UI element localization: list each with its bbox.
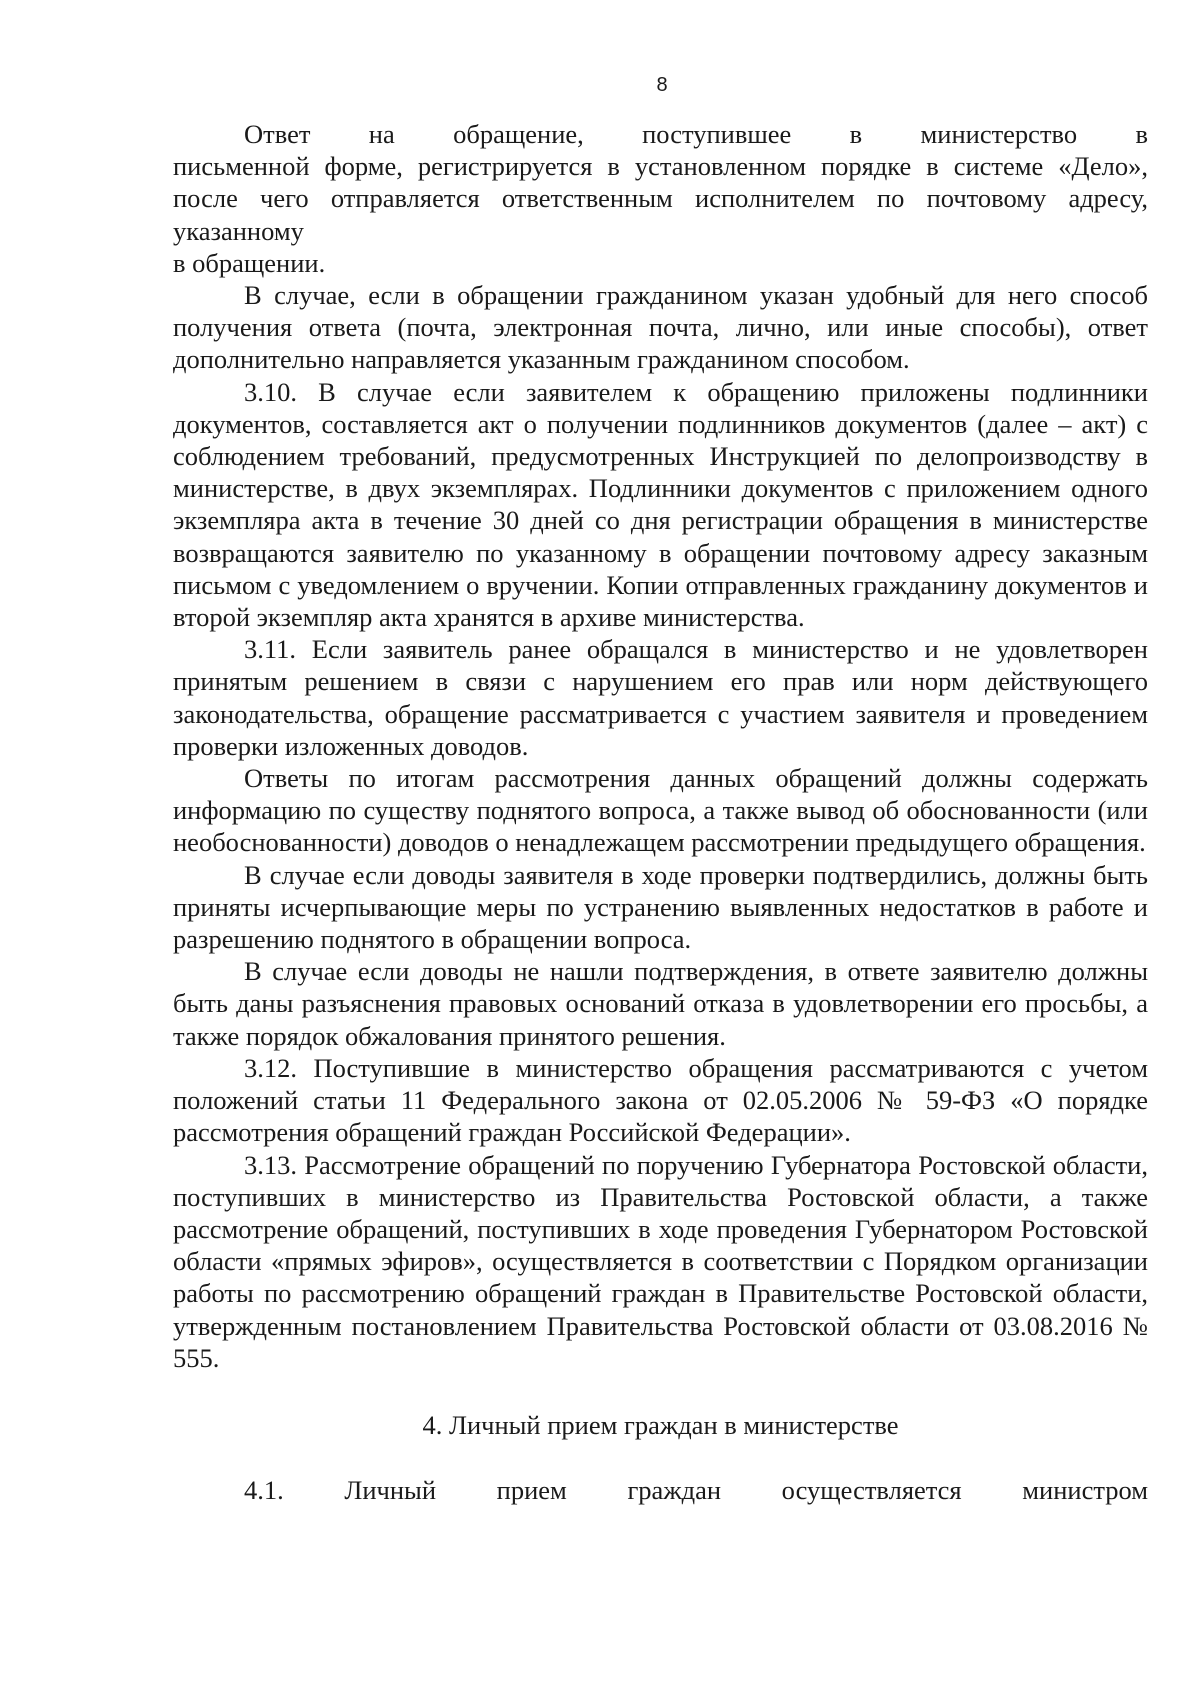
paragraph: В случае если доводы не нашли подтверждения, в ответе заявителю должны быть даны разъяснения правовых оснований отказа в удовлетворении его просьбы, а также порядок обжалования принятого решения. <box>173 956 1148 1051</box>
page-number: 8 <box>656 74 668 96</box>
section-heading: 4. Личный прием граждан в министерстве <box>422 1409 899 1440</box>
paragraph: В случае если доводы заявителя в ходе проверки подтвердились, должны быть приняты исчерпывающие меры по устранению выявленных недостатков в работе и разрешению поднятого в обращении вопроса. <box>173 859 1148 955</box>
paragraph: Ответы по итогам рассмотрения данных обращений должны содержать информацию по существу поднятого вопроса, а также вывод об обоснованности (или необоснованности) доводов о ненадлежащем рассмотрении предыдущего обращения. <box>173 763 1148 858</box>
paragraph: 3.11. Если заявитель ранее обращался в министерство и не удовлетворен принятым решением в связи с нарушением его прав или норм действующего законодательства, обращение рассматривается с участием заявителя и проведением проверки изложенных доводов. <box>173 634 1148 761</box>
document-body <box>173 118 1148 1506</box>
paragraph: письменной форме, регистрируется в установленном порядке в системе «Дело», после чего отправляется ответственным исполнителем по почтовому адресу, указанному <box>173 151 1148 246</box>
paragraph: В случае, если в обращении гражданином указан удобный для него способ получения ответа (почта, электронная почта, лично, или иные способы), ответ дополнительно направляется указанным гражданином способом. <box>173 280 1148 375</box>
paragraph: 3.10. В случае если заявителем к обращению приложены подлинники документов, составляется акт о получении подлинников документов (далее – акт) с соблюдением требований, предусмотренных Инструкцией по делопроизводству в министерстве, в двух экземплярах. Подлинники документов с приложением одного экземпляра акта в течение 30 дней со дня регистрации обращения в министерстве возвращаются заявителю по указанному в обращении почтовому адресу заказным письмом с уведомлением о вручении. Копии отправленных гражданину документов и второй экземпляр акта хранятся в архиве министерства. <box>173 376 1148 633</box>
paragraph-list <box>173 118 1148 1374</box>
paragraph: Ответ на обращение, поступившее в министерство в <box>244 119 1148 149</box>
final-paragraph: 4.1. Личный прием граждан осуществляется министром <box>244 1475 1148 1506</box>
paragraph: в обращении. <box>173 247 326 278</box>
paragraph: 3.12. Поступившие в министерство обращения рассматриваются с учетом положений статьи 11 Федерального закона от 02.05.2006 № 59-ФЗ «О порядке рассмотрения обращений граждан Российской Федерации». <box>173 1052 1148 1148</box>
paragraph: 3.13. Рассмотрение обращений по поручению Губернатора Ростовской области, поступивших в министерство из Правительства Ростовской области, а также рассмотрение обращений, поступивших в ходе проведения Губернатором Ростовской области «прямых эфиров», осуществляется в соответствии с Порядком организации работы по рассмотрению обращений граждан в Правительстве Ростовской области, утвержденным постановлением Правительства Ростовской области от 03.08.2016 № 555. <box>173 1149 1148 1373</box>
